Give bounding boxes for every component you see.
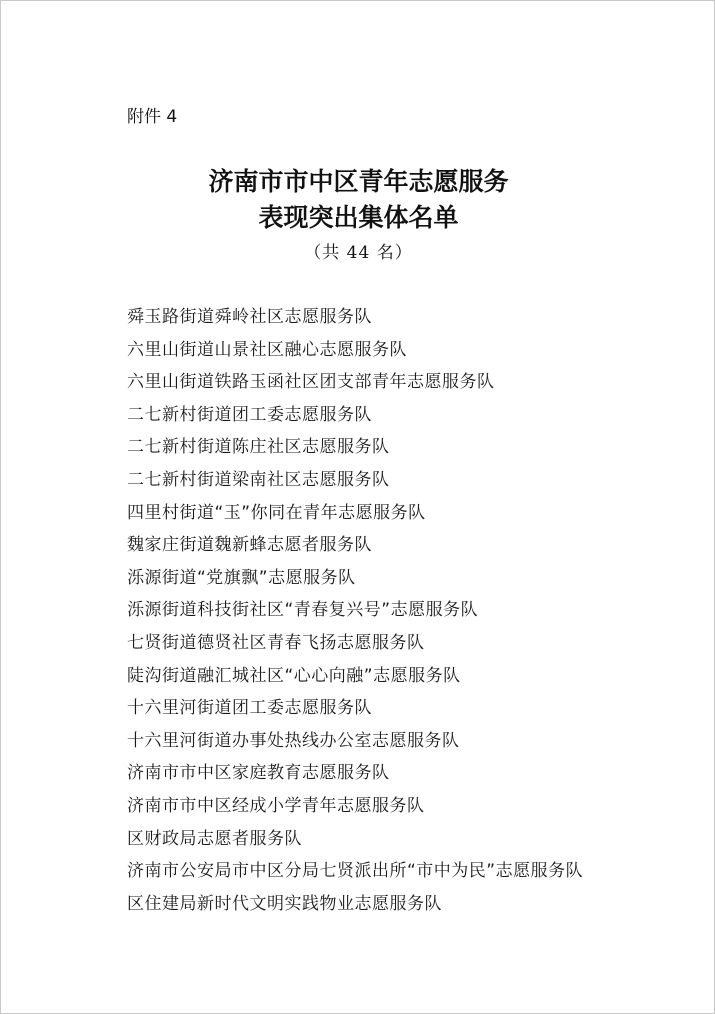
list-item: 四里村街道“玉”你同在青年志愿服务队 (127, 502, 426, 523)
document-title-line-2: 表现突出集体名单 (258, 203, 459, 232)
title-block (1, 164, 715, 264)
group-list (127, 301, 583, 920)
list-item: 泺源街道科技街社区“青春复兴号”志愿服务队 (127, 600, 479, 621)
document-title-line-1: 济南市市中区青年志愿服务 (208, 167, 509, 196)
list-item: 六里山街道铁路玉函社区团支部青年志愿服务队 (127, 372, 495, 393)
attachment-label: 附件 4 (127, 107, 178, 127)
list-item: 十六里河街道团工委志愿服务队 (127, 698, 372, 719)
list-item: 舜玉路街道舜岭社区志愿服务队 (127, 307, 372, 327)
list-item: 六里山街道山景社区融心志愿服务队 (127, 339, 407, 360)
list-item: 十六里河街道办事处热线办公室志愿服务队 (127, 730, 460, 751)
list-item: 泺源街道“党旗飘”志愿服务队 (127, 567, 356, 588)
list-item: 济南市市中区家庭教育志愿服务队 (127, 763, 390, 784)
list-item: 七贤街道德贤社区青春飞扬志愿服务队 (127, 632, 425, 653)
list-item: 济南市公安局市中区分局七贤派出所“市中为民”志愿服务队 (127, 861, 584, 882)
list-item: 二七新村街道梁南社区志愿服务队 (127, 469, 390, 490)
list-item: 二七新村街道团工委志愿服务队 (127, 404, 372, 425)
list-item: 魏家庄街道魏新蜂志愿者服务队 (127, 535, 372, 556)
list-item: 济南市市中区经成小学青年志愿服务队 (127, 795, 425, 816)
list-item: 陡沟街道融汇城社区“心心向融”志愿服务队 (127, 665, 461, 686)
list-item: 区住建局新时代文明实践物业志愿服务队 (127, 893, 442, 914)
count-note: （共 44 名） (304, 243, 413, 263)
list-item: 二七新村街道陈庄社区志愿服务队 (127, 437, 390, 458)
list-item: 区财政局志愿者服务队 (127, 828, 302, 849)
